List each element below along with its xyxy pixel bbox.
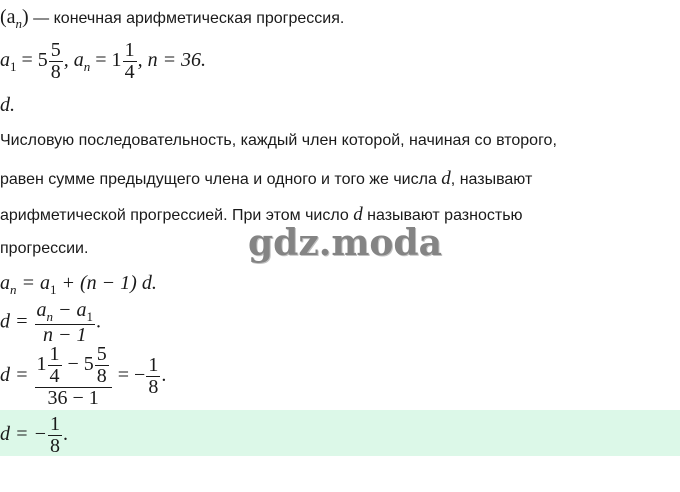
- watermark-logo: gdz.moda: [248, 222, 442, 264]
- definition-line-3: арифметической прогрессией. При этом число d называют разностью: [0, 204, 523, 225]
- definition-line-2: равен сумме предыдущего члена и одного и того же числа d, называют: [0, 168, 533, 189]
- answer: d = − $\frac{1}{8}$ .: [0, 413, 68, 457]
- given-values: $a_1 = 5$ $\frac{5}{8}$ , $a_n = 1$ $\frac{1}{4}$ , n = 36.: [0, 39, 207, 83]
- formula-an: $a_n = a_1 + (n - 1)$ d.: [0, 272, 157, 297]
- problem-statement: $(a_n)$ — конечная арифметическая прогрессия.: [0, 6, 345, 31]
- answer-highlight: [0, 410, 680, 456]
- calculation: d = 1 $\frac{1}{4}$ − 5 $\frac{5}{8}$ 36 − 1 = − $\frac{1}{8}$ .: [0, 343, 167, 409]
- definition-line-1: Числовую последовательность, каждый член которой, начиная со второго,: [0, 132, 557, 149]
- definition-line-4: прогрессии.: [0, 240, 89, 257]
- find-label: d.: [0, 94, 15, 116]
- formula-d: d = $\frac{a_n - a_1}{n - 1}$ .: [0, 299, 101, 346]
